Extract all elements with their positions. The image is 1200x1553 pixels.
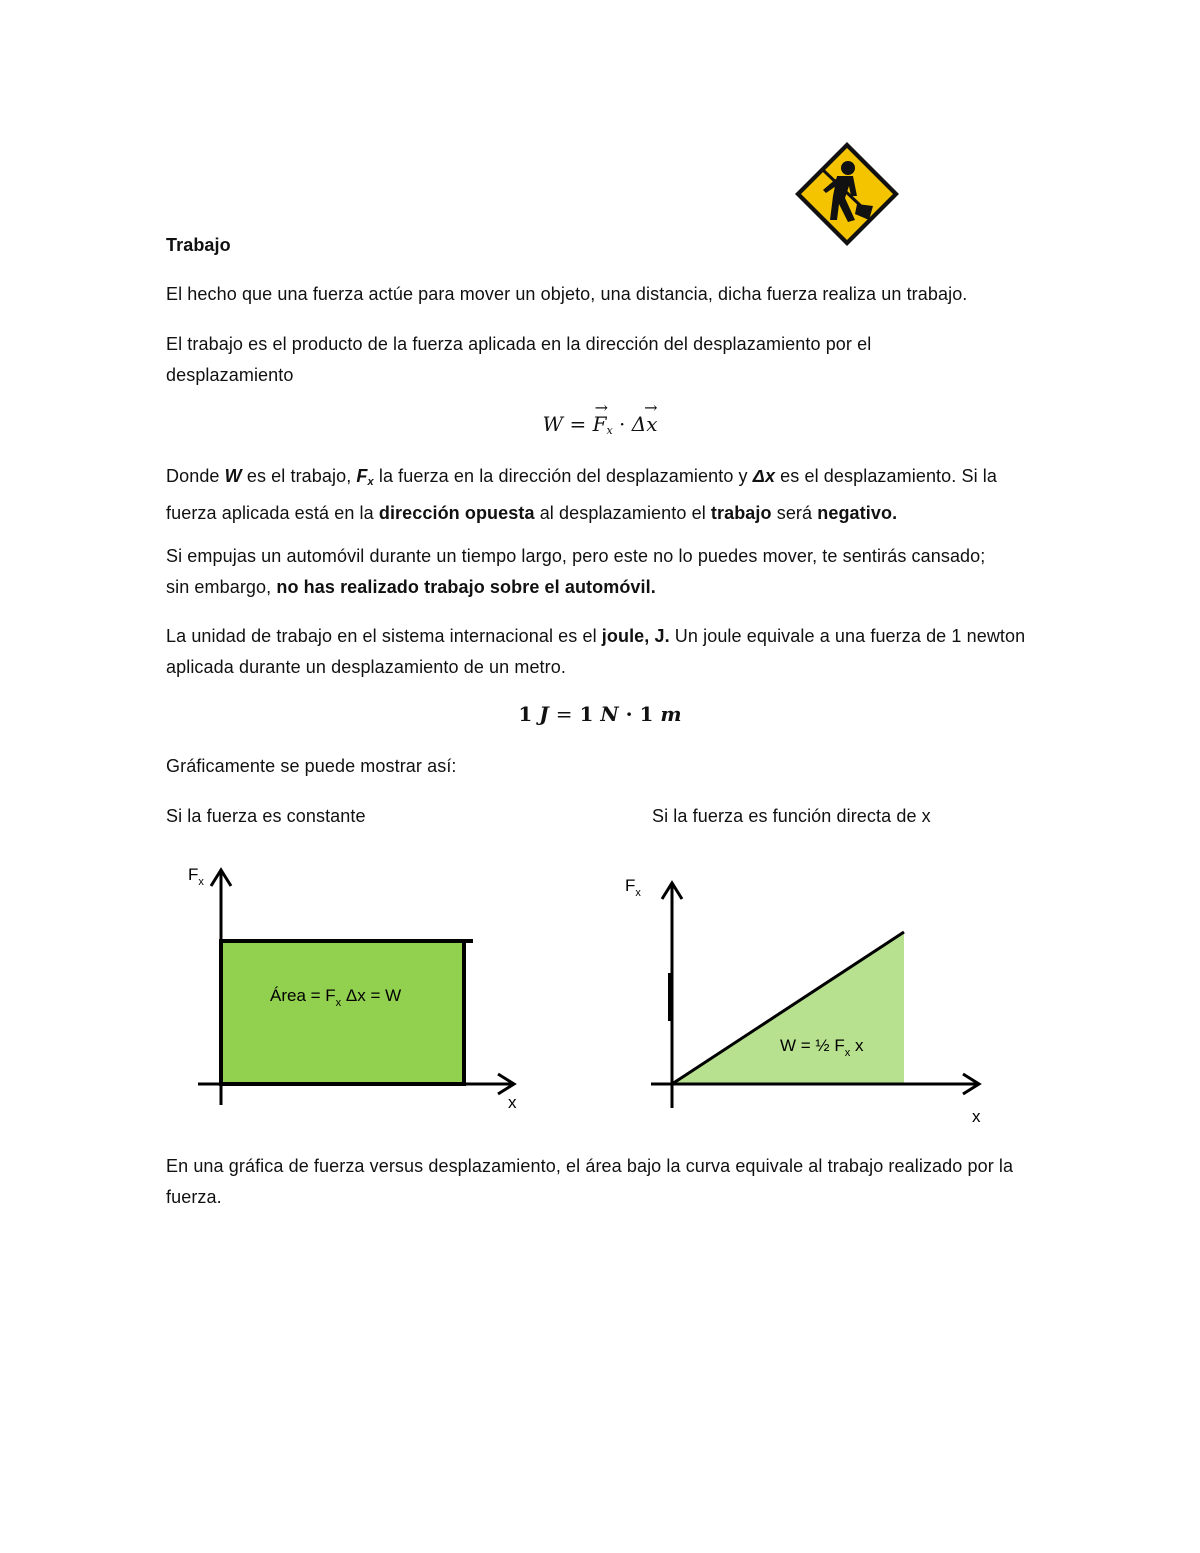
constant-force-graph (180, 850, 540, 1120)
x-axis-label: x (972, 1107, 981, 1126)
caption-linear-force: Si la fuerza es función directa de x (652, 806, 931, 826)
paragraph-1: El hecho que una fuerza actúe para mover un objeto, una distancia, dicha fuerza realiza un trabajo. (166, 284, 968, 304)
y-axis-label: $F_x$ (188, 865, 204, 888)
paragraph-4: Si empujas un automóvil durante un tiempo largo, pero este no lo puedes mover, te sentirás cansado; sin embargo, no has realizado trabajo sobre el automóvil. (166, 546, 986, 597)
area-label: Área = $F_x$ Δx = W (270, 986, 402, 1009)
paragraph-3: Donde W es el trabajo, $F_x$ la fuerza en la dirección del desplazamiento y Δx es el desplazamiento. Si la fuerza aplicada está en la dirección opuesta al desplazamiento el trabajo será negativo. (166, 466, 997, 523)
paragraph-5: La unidad de trabajo en el sistema internacional es el joule, J. Un joule equivale a una fuerza de 1 newton aplicada durante un desplazamiento de un metro. (166, 626, 1026, 677)
paragraph-6: Gráficamente se puede mostrar así: (166, 756, 457, 776)
work-equation: W = → $F_x$ · → Δx (542, 398, 658, 437)
work-area-rectangle (221, 941, 464, 1084)
paragraph-7: En una gráfica de fuerza versus desplazamiento, el área bajo la curva equivale al trabajo realizado por la fuerza. (166, 1156, 1014, 1207)
y-axis-label: $F_x$ (625, 876, 641, 899)
joule-equation: 1 J = 1 N · 1 m (518, 702, 682, 726)
x-axis-label: x (508, 1093, 517, 1112)
linear-force-graph (615, 865, 995, 1135)
area-label: W = ½ $F_x$ x (780, 1036, 864, 1059)
paragraph-2: El trabajo es el producto de la fuerza aplicada en la dirección del desplazamiento por el desplazamiento (166, 334, 872, 385)
page-title: Trabajo (166, 235, 231, 255)
construction-worker-sign-icon (793, 140, 901, 248)
caption-constant-force: Si la fuerza es constante (166, 806, 366, 826)
